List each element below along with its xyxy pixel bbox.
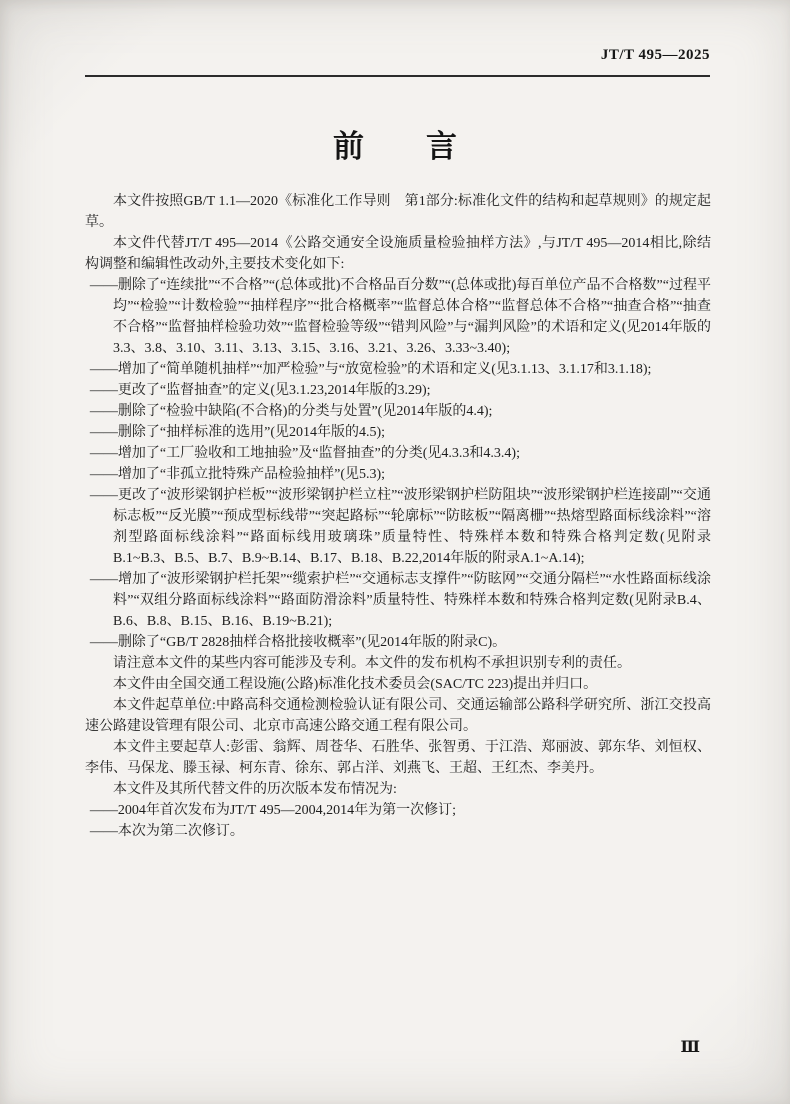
paragraph: 本文件代替JT/T 495—2014《公路交通安全设施质量检验抽样方法》,与JT/T 495—2014相比,除结构调整和编辑性改动外,主要技术变化如下: [85,236,711,272]
header-rule [85,75,710,77]
list-item: ——更改了“波形梁钢护栏板”“波形梁钢护栏立柱”“波形梁钢护栏防阻块”“波形梁钢护栏连接副”“交通标志板”“反光膜”“预成型标线带”“突起路标”“轮廓标”“防眩板”“隔离栅”“热熔型路面标线涂料”“溶剂型路面标线涂料”“路面标线用玻璃珠”质量特性、特殊样本数和特殊合格判定数(见附录B.1~B.3、B.5、B.7、B.9~B.14、B.17、B.18、B.22,2014年版的附录A.1~A.14); [89,488,711,566]
list-item: ——更改了“监督抽查”的定义(见3.1.23,2014年版的3.29); [89,383,431,398]
foreword-body [85,191,711,842]
paragraph: 本文件由全国交通工程设施(公路)标准化技术委员会(SAC/TC 223)提出并归口。 [113,677,598,692]
list-item: ——删除了“检验中缺陷(不合格)的分类与处置”(见2014年版的4.4); [89,404,493,419]
list-item: ——2004年首次发布为JT/T 495—2004,2014年为第一次修订; [89,803,456,818]
page-number: Ⅲ [680,1039,700,1056]
doc-number: JT/T 495—2025 [600,47,710,63]
list-item: ——增加了“工厂验收和工地抽验”及“监督抽查”的分类(见4.3.3和4.3.4); [89,446,520,461]
list-item: ——删除了“抽样标准的选用”(见2014年版的4.5); [89,425,386,440]
list-item: ——删除了“GB/T 2828抽样合格批接收概率”(见2014年版的附录C)。 [89,635,507,650]
paragraph: 本文件起草单位:中路高科交通检测检验认证有限公司、交通运输部公路科学研究所、浙江交投高速公路建设管理有限公司、北京市高速公路交通工程有限公司。 [85,698,711,734]
paragraph: 本文件按照GB/T 1.1—2020《标准化工作导则 第1部分:标准化文件的结构和起草规则》的规定起草。 [85,194,711,230]
page-title: 前 言 [333,129,457,164]
list-item: ——删除了“连续批”“不合格”“(总体或批)不合格品百分数”“(总体或批)每百单位产品不合格数”“过程平均”“检验”“计数检验”“抽样程序”“批合格概率”“监督总体合格”“监督总体不合格”“抽查合格”“抽查不合格”“监督抽样检验功效”“监督检验等级”“错判风险”与“漏判风险”的术语和定义(见2014年版的3.3、3.8、3.10、3.11、3.13、3.15、3.16、3.21、3.26、3.33~3.40); [89,278,711,356]
list-item: ——增加了“波形梁钢护栏托架”“缆索护栏”“交通标志支撑件”“防眩网”“交通分隔栏”“水性路面标线涂料”“双组分路面标线涂料”“路面防滑涂料”质量特性、特殊样本数和特殊合格判定数(见附录B.4、B.6、B.8、B.15、B.16、B.19~B.21); [89,572,711,629]
list-item: ——增加了“简单随机抽样”“加严检验”与“放宽检验”的术语和定义(见3.1.13、3.1.17和3.1.18); [89,362,652,377]
paragraph: 本文件及其所代替文件的历次版本发布情况为: [113,782,397,797]
paragraph: 本文件主要起草人:彭雷、翁辉、周苍华、石胜华、张智勇、于江浩、郑丽波、郭东华、刘恒权、李伟、马保龙、滕玉禄、柯东青、徐东、郭占洋、刘燕飞、王超、王红杰、李美丹。 [85,740,711,776]
list-item: ——增加了“非孤立批特殊产品检验抽样”(见5.3); [89,467,386,482]
list-item: ——本次为第二次修订。 [89,824,244,839]
paragraph: 请注意本文件的某些内容可能涉及专利。本文件的发布机构不承担识别专利的责任。 [113,656,631,671]
